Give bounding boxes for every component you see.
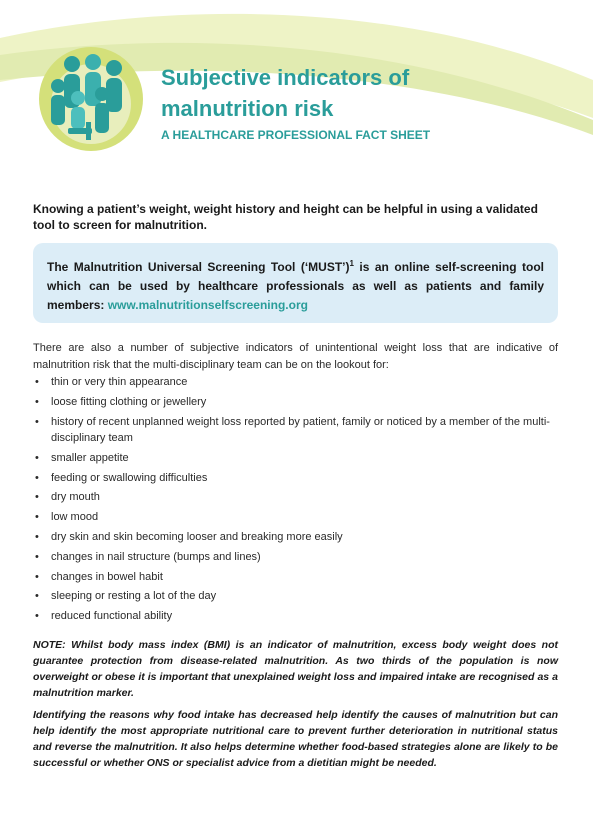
list-item: • sleeping or resting a lot of the day [33,588,558,605]
list-item: • dry skin and skin becoming looser and breaking more easily [33,529,558,546]
list-item: • smaller appetite [33,450,558,467]
list-item: • feeding or swallowing difficulties [33,470,558,487]
list-item: • thin or very thin appearance [33,374,558,391]
intro-text: Knowing a patient’s weight, weight history and height can be helpful in using a validated tool to screen for malnutrition. [33,202,538,232]
indicators-intro: There are also a number of subjective indicators of unintentional weight loss that are indicative of malnutrition risk that the multi-disciplinary team can be on the lookout for: [33,342,558,371]
list-item: • changes in nail structure (bumps and lines) [33,549,558,566]
list-item: • changes in bowel habit [33,569,558,586]
bmi-note: NOTE: Whilst body mass index (BMI) is an indicator of malnutrition, excess body weight does not guarantee protection from disease-related malnutrition. As two thirds of the population is now overweight or obese it is important that unexplained weight loss and impaired intake are recognised as a malnutrition marker. [33,639,558,699]
page-subtitle: A HEALTHCARE PROFESSIONAL FACT SHEET [161,128,431,142]
people-group-icon [36,44,146,154]
footnote-marker: 1 [349,259,354,268]
must-text-start: The Malnutrition Universal Screening Tool (‘MUST’) [47,260,350,274]
must-info-text [47,254,544,315]
list-item: • loose fitting clothing or jewellery [33,394,558,411]
reasons-paragraph: Identifying the reasons why food intake has decreased help identify the causes of malnutrition but can help identify the most appropriate nutritional care to prevent further deterioration in nutritional status and reverse the malnutrition. It also helps determine whether food-based strategies alone are likely to be successful or whether ONS or specialist advice from a dietitian might be needed. [33,709,558,769]
list-item: • dry mouth [33,489,558,506]
must-text-rest: is an online self-screening tool which can be used by healthcare professionals as well as patients and family members: [47,260,544,312]
indicators-list [33,374,558,628]
list-item: • history of recent unplanned weight loss reported by patient, family or noticed by a member of the multi-disciplinary team [33,414,558,447]
list-item: • reduced functional ability [33,608,558,625]
page-title: Subjective indicators of malnutrition risk [161,65,410,121]
must-website-link[interactable]: www.malnutritionselfscreening.org [107,298,308,312]
list-item: • low mood [33,509,558,526]
